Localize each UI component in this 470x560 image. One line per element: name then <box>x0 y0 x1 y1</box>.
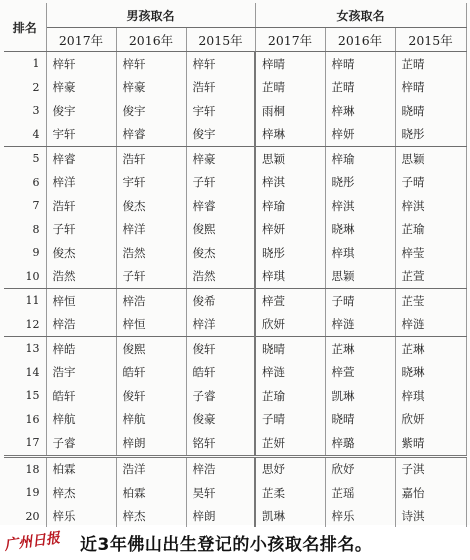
boy-name-cell: 俊豪 <box>186 408 255 432</box>
girl-name-cell: 梓涟 <box>395 313 466 337</box>
boy-name-cell: 浩轩 <box>186 76 255 100</box>
girl-name-cell: 晓晴 <box>255 337 325 361</box>
girl-name-cell: 梓晴 <box>325 52 395 76</box>
rank-cell: 16 <box>4 408 46 432</box>
girl-name-cell: 芷晴 <box>395 52 466 76</box>
rank-header: 排名 <box>4 3 46 52</box>
boy-name-cell: 梓睿 <box>46 147 116 171</box>
table-row <box>4 384 466 408</box>
boy-name-cell: 梓睿 <box>186 194 255 218</box>
boy-name-cell: 子轩 <box>116 265 186 289</box>
table-row <box>4 408 466 432</box>
table-row <box>4 76 466 100</box>
girl-name-cell: 芷萱 <box>395 265 466 289</box>
boy-name-cell: 梓航 <box>46 408 116 432</box>
rank-cell: 5 <box>4 147 46 171</box>
rank-cell: 20 <box>4 505 46 529</box>
caption-bar <box>0 527 470 560</box>
girl-name-cell: 子淇 <box>395 456 466 481</box>
boy-name-cell: 子睿 <box>186 384 255 408</box>
boy-name-cell: 梓杰 <box>116 505 186 529</box>
rank-cell: 14 <box>4 361 46 385</box>
table-row <box>4 171 466 195</box>
girl-name-cell: 欣妤 <box>325 456 395 481</box>
girl-name-cell: 梓琳 <box>255 123 325 147</box>
boy-name-cell: 俊熙 <box>186 218 255 242</box>
boy-name-cell: 俊杰 <box>46 241 116 265</box>
boy-name-cell: 俊杰 <box>186 241 255 265</box>
boy-name-cell: 俊宇 <box>116 99 186 123</box>
girl-name-cell: 晓彤 <box>325 171 395 195</box>
girl-name-cell: 芷瑶 <box>325 481 395 505</box>
girl-name-cell: 晓晴 <box>325 408 395 432</box>
rank-cell: 6 <box>4 171 46 195</box>
boy-name-cell: 梓朗 <box>186 505 255 529</box>
girl-name-cell: 诗淇 <box>395 505 466 529</box>
girl-name-cell: 梓淇 <box>395 194 466 218</box>
girl-name-cell: 芷莹 <box>395 289 466 313</box>
table-row <box>4 337 466 361</box>
rank-cell: 12 <box>4 313 46 337</box>
girl-name-cell: 梓晴 <box>255 52 325 76</box>
girl-name-cell: 凯琳 <box>255 505 325 529</box>
girl-name-cell: 子晴 <box>255 408 325 432</box>
girl-name-cell: 梓萱 <box>255 289 325 313</box>
boy-name-cell: 俊轩 <box>116 384 186 408</box>
boy-name-cell: 梓航 <box>116 408 186 432</box>
year-header-boys-2016: 2016年 <box>116 28 186 52</box>
rank-cell: 3 <box>4 99 46 123</box>
names-ranking-table <box>4 3 467 528</box>
boys-names-header: 男孩取名 <box>46 3 255 28</box>
girl-name-cell: 芷瑜 <box>255 384 325 408</box>
table-row <box>4 481 466 505</box>
boy-name-cell: 浩然 <box>46 265 116 289</box>
boy-name-cell: 梓洋 <box>46 171 116 195</box>
boy-name-cell: 俊希 <box>186 289 255 313</box>
boy-name-cell: 浩轩 <box>116 147 186 171</box>
boy-name-cell: 柏霖 <box>46 456 116 481</box>
girl-name-cell: 梓乐 <box>325 505 395 529</box>
girl-name-cell: 子晴 <box>325 289 395 313</box>
table-row <box>4 99 466 123</box>
girl-name-cell: 芷琳 <box>325 337 395 361</box>
girl-name-cell: 梓妍 <box>255 218 325 242</box>
table-row <box>4 123 466 147</box>
boy-name-cell: 梓豪 <box>186 147 255 171</box>
boy-name-cell: 柏霖 <box>116 481 186 505</box>
girl-name-cell: 晓琳 <box>395 361 466 385</box>
boy-name-cell: 子睿 <box>46 431 116 456</box>
table-row <box>4 147 466 171</box>
girl-name-cell: 子晴 <box>395 171 466 195</box>
boy-name-cell: 梓杰 <box>46 481 116 505</box>
boy-name-cell: 皓轩 <box>46 384 116 408</box>
rank-cell: 2 <box>4 76 46 100</box>
girl-name-cell: 芷柔 <box>255 481 325 505</box>
year-header-girls-2017: 2017年 <box>255 28 325 52</box>
boy-name-cell: 梓轩 <box>186 52 255 76</box>
girl-name-cell: 思颖 <box>395 147 466 171</box>
boy-name-cell: 浩然 <box>116 241 186 265</box>
table-row <box>4 265 466 289</box>
girl-name-cell: 梓琪 <box>395 384 466 408</box>
girl-name-cell: 梓涟 <box>325 313 395 337</box>
rank-cell: 1 <box>4 52 46 76</box>
newspaper-logo: 广州日报 <box>3 530 61 554</box>
boy-name-cell: 子轩 <box>186 171 255 195</box>
boy-name-cell: 梓睿 <box>116 123 186 147</box>
girl-name-cell: 芷妍 <box>255 431 325 456</box>
girls-names-header: 女孩取名 <box>255 3 466 28</box>
year-header-boys-2015: 2015年 <box>186 28 255 52</box>
girl-name-cell: 晓晴 <box>395 99 466 123</box>
boy-name-cell: 宇轩 <box>116 171 186 195</box>
boy-name-cell: 俊熙 <box>116 337 186 361</box>
table-row <box>4 431 466 456</box>
girl-name-cell: 思颖 <box>325 265 395 289</box>
girl-name-cell: 梓瑜 <box>255 194 325 218</box>
girl-name-cell: 紫晴 <box>395 431 466 456</box>
girl-name-cell: 思妤 <box>255 456 325 481</box>
boy-name-cell: 梓朗 <box>116 431 186 456</box>
boy-name-cell: 梓轩 <box>46 52 116 76</box>
boy-name-cell: 铭轩 <box>186 431 255 456</box>
rank-cell: 17 <box>4 431 46 456</box>
boy-name-cell: 梓浩 <box>116 289 186 313</box>
year-header-girls-2016: 2016年 <box>325 28 395 52</box>
girl-name-cell: 梓淇 <box>255 171 325 195</box>
table-row <box>4 218 466 242</box>
rank-cell: 7 <box>4 194 46 218</box>
boy-name-cell: 梓豪 <box>46 76 116 100</box>
girl-name-cell: 嘉怡 <box>395 481 466 505</box>
rank-cell: 9 <box>4 241 46 265</box>
girl-name-cell: 芷晴 <box>325 76 395 100</box>
rank-cell: 4 <box>4 123 46 147</box>
girl-name-cell: 梓琳 <box>325 99 395 123</box>
girl-name-cell: 雨桐 <box>255 99 325 123</box>
girl-name-cell: 梓萱 <box>325 361 395 385</box>
boy-name-cell: 梓皓 <box>46 337 116 361</box>
boy-name-cell: 梓洋 <box>116 218 186 242</box>
boy-name-cell: 梓轩 <box>116 52 186 76</box>
girl-name-cell: 欣妍 <box>395 408 466 432</box>
table-row <box>4 505 466 529</box>
boy-name-cell: 梓恒 <box>46 289 116 313</box>
boy-name-cell: 浩洋 <box>116 456 186 481</box>
table-row <box>4 241 466 265</box>
boy-name-cell: 俊杰 <box>116 194 186 218</box>
girl-name-cell: 凯琳 <box>325 384 395 408</box>
girl-name-cell: 晓彤 <box>395 123 466 147</box>
boy-name-cell: 皓轩 <box>116 361 186 385</box>
rank-cell: 13 <box>4 337 46 361</box>
boy-name-cell: 浩然 <box>186 265 255 289</box>
girl-name-cell: 芷琳 <box>395 337 466 361</box>
girl-name-cell: 梓琪 <box>325 241 395 265</box>
table-row <box>4 289 466 313</box>
girl-name-cell: 梓晴 <box>395 76 466 100</box>
boy-name-cell: 梓恒 <box>116 313 186 337</box>
girl-name-cell: 晓彤 <box>255 241 325 265</box>
boy-name-cell: 梓浩 <box>186 456 255 481</box>
boy-name-cell: 梓浩 <box>46 313 116 337</box>
table-row <box>4 456 466 481</box>
girl-name-cell: 思颖 <box>255 147 325 171</box>
girl-name-cell: 梓妍 <box>325 123 395 147</box>
girl-name-cell: 梓琪 <box>255 265 325 289</box>
boy-name-cell: 梓豪 <box>116 76 186 100</box>
rank-cell: 10 <box>4 265 46 289</box>
rank-cell: 11 <box>4 289 46 313</box>
girl-name-cell: 梓莹 <box>395 241 466 265</box>
table-row <box>4 313 466 337</box>
boy-name-cell: 俊宇 <box>46 99 116 123</box>
boy-name-cell: 昊轩 <box>186 481 255 505</box>
rank-cell: 18 <box>4 456 46 481</box>
year-header-girls-2015: 2015年 <box>395 28 466 52</box>
boy-name-cell: 俊轩 <box>186 337 255 361</box>
boy-name-cell: 子轩 <box>46 218 116 242</box>
boy-name-cell: 皓轩 <box>186 361 255 385</box>
girl-name-cell: 欣妍 <box>255 313 325 337</box>
girl-name-cell: 梓淇 <box>325 194 395 218</box>
boy-name-cell: 梓乐 <box>46 505 116 529</box>
table-row <box>4 194 466 218</box>
boy-name-cell: 宇轩 <box>46 123 116 147</box>
boy-name-cell: 梓洋 <box>186 313 255 337</box>
year-header-boys-2017: 2017年 <box>46 28 116 52</box>
boy-name-cell: 俊宇 <box>186 123 255 147</box>
boy-name-cell: 宇轩 <box>186 99 255 123</box>
girl-name-cell: 梓璐 <box>325 431 395 456</box>
girl-name-cell: 梓瑜 <box>325 147 395 171</box>
girl-name-cell: 芷瑜 <box>395 218 466 242</box>
girl-name-cell: 晓琳 <box>325 218 395 242</box>
boy-name-cell: 浩轩 <box>46 194 116 218</box>
rank-cell: 15 <box>4 384 46 408</box>
rank-cell: 8 <box>4 218 46 242</box>
table-row <box>4 361 466 385</box>
caption-text: 近3年佛山出生登记的小孩取名排名。 <box>80 535 373 555</box>
girl-name-cell: 梓涟 <box>255 361 325 385</box>
boy-name-cell: 浩宇 <box>46 361 116 385</box>
table-row <box>4 52 466 76</box>
girl-name-cell: 芷晴 <box>255 76 325 100</box>
rank-cell: 19 <box>4 481 46 505</box>
